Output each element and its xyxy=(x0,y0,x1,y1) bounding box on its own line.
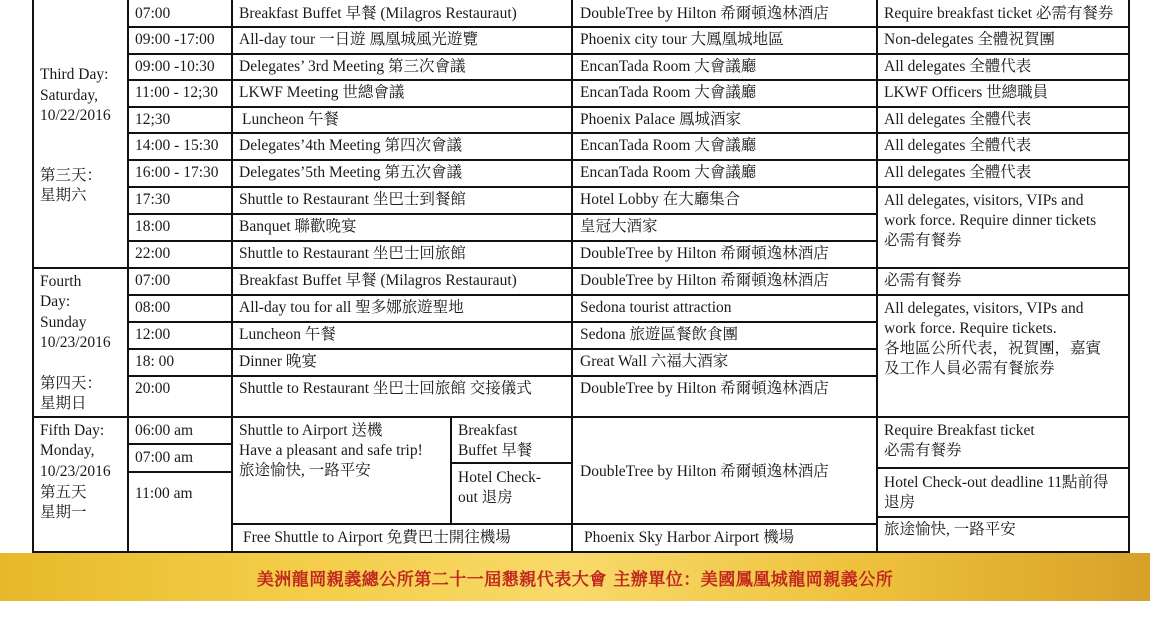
event-cell: All-day tou for all 聖多娜旅遊聖地 xyxy=(239,299,464,316)
time-cell: 07:00 xyxy=(135,5,171,22)
venue-cell: EncanTada Room 大會議廳 xyxy=(580,58,757,75)
time-cell: 17:30 xyxy=(135,191,171,208)
day3-label-line: Third Day: xyxy=(40,66,109,83)
day5-label-line: 星期一 xyxy=(40,504,87,521)
row-rule xyxy=(127,106,1130,108)
note-cell: All delegates 全體代表 xyxy=(884,164,1032,181)
day4-label-line: 星期日 xyxy=(40,395,87,412)
event-cell: Banquet 聯歡晚宴 xyxy=(239,218,357,235)
time-cell: 14:00 - 15:30 xyxy=(135,137,219,154)
row-rule xyxy=(127,53,1130,55)
time-cell: 07:00 am xyxy=(135,449,194,466)
row-rule xyxy=(127,79,1130,81)
note-cell: 必需有餐券 xyxy=(884,442,962,459)
note-cell: 退房 xyxy=(884,494,916,511)
time-cell: 09:00 -17:00 xyxy=(135,31,215,48)
time-cell: 16:00 - 17:30 xyxy=(135,164,219,181)
time-cell: 22:00 xyxy=(135,245,171,262)
note-cell: LKWF Officers 世總職員 xyxy=(884,84,1049,101)
row-rule xyxy=(876,467,1130,469)
venue-cell: Great Wall 六福大酒家 xyxy=(580,353,729,370)
day5-label-line: Monday, xyxy=(40,442,95,459)
row-rule xyxy=(876,516,1130,518)
event-cell: Shuttle to Airport 送機 xyxy=(239,422,383,439)
note-cell-merged: 及工作人員必需有餐旅券 xyxy=(884,360,1055,377)
venue-cell: DoubleTree by Hilton 希爾頓逸林酒店 xyxy=(580,272,829,289)
event-cell: LKWF Meeting 世總會議 xyxy=(239,84,405,101)
event-cell: Delegates’5th Meeting 第五次會議 xyxy=(239,164,462,181)
venue-cell: Phoenix Sky Harbor Airport 機場 xyxy=(584,529,795,546)
day-divider xyxy=(32,267,1130,269)
row-rule xyxy=(127,240,876,242)
time-cell: 12:00 xyxy=(135,326,171,343)
row-rule xyxy=(231,523,876,525)
event-cell: Delegates’4th Meeting 第四次會議 xyxy=(239,137,462,154)
event-cell: 旅途愉快, 一路平安 xyxy=(239,462,371,479)
venue-cell: Phoenix city tour 大鳳凰城地區 xyxy=(580,31,784,48)
row-rule xyxy=(127,159,1130,161)
note-cell: Require breakfast ticket 必需有餐券 xyxy=(884,5,1114,22)
day5-label-line: 第五天 xyxy=(40,484,87,501)
note-cell-merged: All delegates, visitors, VIPs and xyxy=(884,192,1084,209)
day3-label-line: Saturday, xyxy=(40,87,98,104)
column-rule xyxy=(571,0,573,551)
row-rule xyxy=(127,321,876,323)
time-cell: 20:00 xyxy=(135,380,171,397)
note-cell-merged: 必需有餐券 xyxy=(884,232,962,249)
event-cell: Free Shuttle to Airport 免費巴士開往機場 xyxy=(243,529,511,546)
row-rule xyxy=(127,294,1130,296)
event-cell: Breakfast Buffet 早餐 (Milagros Restauraut) xyxy=(239,5,517,22)
footer-banner xyxy=(0,553,1150,601)
event-cell: Hotel Check- xyxy=(458,469,542,486)
day4-label-line: 第四天： xyxy=(40,375,103,392)
venue-cell: DoubleTree by Hilton 希爾頓逸林酒店 xyxy=(580,5,829,22)
venue-cell: Phoenix Palace 鳳城酒家 xyxy=(580,111,742,128)
venue-cell: DoubleTree by Hilton 希爾頓逸林酒店 xyxy=(580,463,829,480)
row-rule xyxy=(127,375,876,377)
day4-label-line: Sunday xyxy=(40,314,87,331)
note-cell: Hotel Check-out deadline 11點前得 xyxy=(884,474,1109,491)
event-cell: All-day tour 一日遊 鳳凰城風光遊覽 xyxy=(239,31,478,48)
row-rule xyxy=(127,213,876,215)
event-cell: Shuttle to Restaurant 坐巴士回旅館 交接儀式 xyxy=(239,380,532,397)
venue-cell: DoubleTree by Hilton 希爾頓逸林酒店 xyxy=(580,245,829,262)
time-cell: 12;30 xyxy=(135,111,171,128)
column-rule xyxy=(231,0,233,551)
note-cell-merged: All delegates, visitors, VIPs and xyxy=(884,300,1084,317)
time-cell: 09:00 -10:30 xyxy=(135,58,215,75)
day3-label-line: 星期六 xyxy=(40,187,87,204)
column-rule xyxy=(450,416,452,523)
event-cell: Have a pleasant and safe trip! xyxy=(239,442,423,459)
venue-cell: EncanTada Room 大會議廳 xyxy=(580,164,757,181)
note-cell: Non-delegates 全體祝賀團 xyxy=(884,31,1055,48)
time-cell: 18: 00 xyxy=(135,353,175,370)
column-rule xyxy=(127,0,129,551)
time-cell: 11:00 am xyxy=(135,485,193,502)
venue-cell: 皇冠大酒家 xyxy=(580,218,658,235)
row-rule xyxy=(450,462,571,464)
event-cell: Shuttle to Restaurant 坐巴士回旅館 xyxy=(239,245,466,262)
time-cell: 08:00 xyxy=(135,299,171,316)
event-cell: Breakfast Buffet 早餐 (Milagros Restauraut) xyxy=(239,272,517,289)
venue-cell: Sedona 旅遊區餐飲食團 xyxy=(580,326,739,343)
note-cell: Require Breakfast ticket xyxy=(884,422,1035,439)
event-cell: Breakfast xyxy=(458,422,518,439)
row-rule xyxy=(127,26,1130,28)
event-cell: Luncheon 午餐 xyxy=(239,326,336,343)
day5-label-line: 10/23/2016 xyxy=(40,463,111,480)
time-cell: 06:00 am xyxy=(135,422,194,439)
time-cell: 11:00 - 12;30 xyxy=(135,84,218,101)
venue-cell: EncanTada Room 大會議廳 xyxy=(580,84,757,101)
event-cell: Dinner 晚宴 xyxy=(239,353,317,370)
day-divider xyxy=(32,416,1130,418)
venue-cell: EncanTada Room 大會議廳 xyxy=(580,137,757,154)
schedule-table xyxy=(32,0,1130,552)
footer-banner-text: 美洲龍岡親義總公所第二十一屆懇親代表大會 主辦單位：美國鳳凰城龍岡親義公所 xyxy=(256,570,894,590)
day4-label-line: 10/23/2016 xyxy=(40,334,111,351)
row-rule xyxy=(127,443,231,445)
day5-label-line: Fifth Day: xyxy=(40,422,105,439)
row-rule xyxy=(127,348,876,350)
note-cell: 必需有餐券 xyxy=(884,272,962,289)
row-rule xyxy=(127,471,231,473)
event-cell: Luncheon 午餐 xyxy=(242,111,339,128)
day3-label-line: 第三天： xyxy=(40,167,103,184)
event-cell: out 退房 xyxy=(458,489,513,506)
note-cell: All delegates 全體代表 xyxy=(884,58,1032,75)
note-cell-merged: 各地區公所代表，祝賀團，嘉賓 xyxy=(884,340,1102,357)
time-cell: 18:00 xyxy=(135,218,171,235)
row-rule xyxy=(127,132,1130,134)
event-cell: Shuttle to Restaurant 坐巴士到餐館 xyxy=(239,191,466,208)
time-cell: 07:00 xyxy=(135,272,171,289)
day4-label-line: Day: xyxy=(40,293,71,310)
event-cell: Buffet 早餐 xyxy=(458,442,533,459)
day3-label-line: 10/22/2016 xyxy=(40,107,111,124)
note-cell-merged: work force. Require tickets. xyxy=(884,320,1057,337)
day4-label-line: Fourth xyxy=(40,273,82,290)
venue-cell: Hotel Lobby 在大廳集合 xyxy=(580,191,741,208)
venue-cell: Sedona tourist attraction xyxy=(580,299,732,316)
venue-cell: DoubleTree by Hilton 希爾頓逸林酒店 xyxy=(580,380,829,397)
note-cell: All delegates 全體代表 xyxy=(884,111,1032,128)
note-cell-merged: work force. Require dinner tickets xyxy=(884,212,1097,229)
table-border-left xyxy=(32,0,34,551)
event-cell: Delegates’ 3rd Meeting 第三次會議 xyxy=(239,58,466,75)
note-cell: All delegates 全體代表 xyxy=(884,137,1032,154)
note-cell: 旅途愉快, 一路平安 xyxy=(884,521,1016,538)
row-rule xyxy=(127,186,1130,188)
